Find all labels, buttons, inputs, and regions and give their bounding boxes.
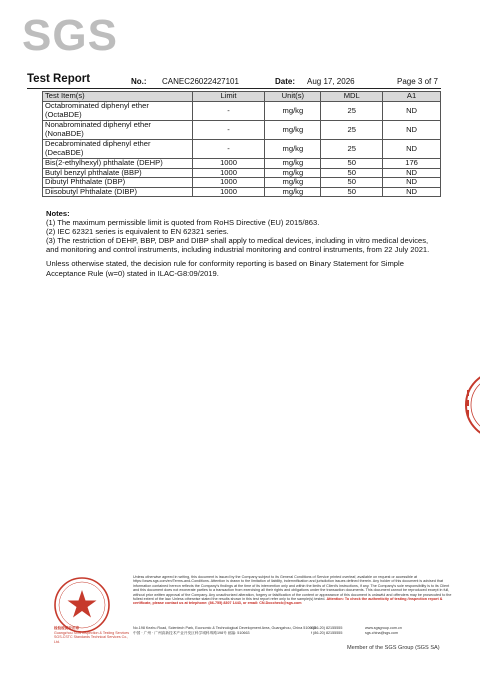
unit-cell: mg/kg xyxy=(265,140,321,159)
fax: f (86-20) 82155555 xyxy=(311,630,343,635)
unit-cell: mg/kg xyxy=(265,159,321,169)
unit-cell: mg/kg xyxy=(265,187,321,197)
table-row xyxy=(43,140,441,159)
note-item: (2) IEC 62321 series is equivalent to EN 62321 series. xyxy=(46,227,229,237)
notes-heading: Notes: xyxy=(46,209,70,218)
unit-cell: mg/kg xyxy=(265,178,321,188)
test-item-cell: Diisobutyl Phthalate (DIBP) xyxy=(43,187,193,197)
telephone: t (86-20) 82155555 xyxy=(311,626,343,630)
table-row xyxy=(43,178,441,188)
table-header-row xyxy=(43,92,441,102)
report-date: Aug 17, 2026 xyxy=(307,77,355,86)
limit-cell: 1000 xyxy=(192,187,265,197)
limit-cell: - xyxy=(192,102,265,121)
decision-rule-text: Unless otherwise stated, the decision rule for conformity reporting is based on Binary Statement for Simple Acceptance Rule (w=0) stated in ILAC-G8:09/2019. xyxy=(46,259,404,278)
sgs-logo xyxy=(22,10,122,56)
address-cn: 中国 · 广州 · 广州高新技术产业开发区科学城科珠路198号 邮编: 510663 xyxy=(133,630,250,635)
column-header: MDL xyxy=(321,92,383,102)
seal-caption: 检验检测专用章 Guangzhou SGS Inspection & Testing Services SGS-CSTC Standards Technical Services Co., Ltd. xyxy=(54,626,130,644)
result-cell: 176 xyxy=(383,159,441,169)
notes-section xyxy=(46,209,441,278)
header-rule xyxy=(27,88,441,89)
address-en: No.198 Kezhu Road, Scientech Park, Economic & Technological Development Area, Guangzhou, China 510663 xyxy=(133,626,316,630)
column-header: Limit xyxy=(192,92,265,102)
limit-cell: 1000 xyxy=(192,168,265,178)
results-table xyxy=(42,91,441,197)
result-cell: ND xyxy=(383,140,441,159)
page-footer xyxy=(40,575,450,665)
terms-fine-print: Unless otherwise agreed in writing, this document is issued by the Company subject to its General Conditions of Service printed overleaf, available on request or accessible at https://www.sgs.com/en/Terms-and-Conditions. Attention is drawn to the limitation of liability, indemnification and jurisdiction issues defined therein. Any holder of this document is advised that information contained hereon reflects the Company's findings at the time of its intervention only and within the limits of Client's instructions, if any. The Company's sole responsibility is to its Client and this document does not exonerate parties to a transaction from exercising all their rights and obligations under the transaction documents. This document cannot be reproduced except in full, without prior written approval of the Company. Any unauthorized alteration, forgery or falsification of the content or appearance of this document is unlawful and offenders may be prosecuted to the fullest extent of the law. Unless otherwise stated the results shown in this test report refer only to the sample(s) tested. Attention: To check the authenticity of testing /inspection report & certificate, please contact us at telephone: (86-755) 8307 1443, or email: CN.Doccheck@sgs.com xyxy=(133,575,452,606)
test-item-cell: Octabrominated diphenyl ether (OctaBDE) xyxy=(43,102,193,121)
partial-stamp-icon xyxy=(462,370,480,440)
table-row xyxy=(43,187,441,197)
result-cell: ND xyxy=(383,187,441,197)
test-item-cell: Bis(2-ethylhexyl) phthalate (DEHP) xyxy=(43,159,193,169)
website: www.sgsgroup.com.cn xyxy=(365,626,402,630)
column-header: Test Item(s) xyxy=(43,92,193,102)
limit-cell: 1000 xyxy=(192,178,265,188)
table-row xyxy=(43,121,441,140)
test-item-cell: Nonabrominated diphenyl ether (NonaBDE) xyxy=(43,121,193,140)
column-header: Unit(s) xyxy=(265,92,321,102)
test-item-cell: Butyl benzyl phthalate (BBP) xyxy=(43,168,193,178)
mdl-cell: 25 xyxy=(321,140,383,159)
result-cell: ND xyxy=(383,178,441,188)
result-cell: ND xyxy=(383,168,441,178)
result-cell: ND xyxy=(383,102,441,121)
report-date-label: Date: xyxy=(275,77,296,86)
page-number: Page 3 of 7 xyxy=(397,77,438,86)
contact-block xyxy=(133,626,453,642)
report-number: CANEC26022427101 xyxy=(162,77,239,86)
unit-cell: mg/kg xyxy=(265,168,321,178)
mdl-cell: 50 xyxy=(321,187,383,197)
mdl-cell: 50 xyxy=(321,159,383,169)
result-cell: ND xyxy=(383,121,441,140)
table-row xyxy=(43,159,441,169)
member-statement: Member of the SGS Group (SGS SA) xyxy=(347,645,440,651)
unit-cell: mg/kg xyxy=(265,121,321,140)
email: sgs.china@sgs.com xyxy=(365,630,399,635)
limit-cell: - xyxy=(192,121,265,140)
unit-cell: mg/kg xyxy=(265,102,321,121)
mdl-cell: 25 xyxy=(321,102,383,121)
test-item-cell: Dibutyl Phthalate (DBP) xyxy=(43,178,193,188)
limit-cell: - xyxy=(192,140,265,159)
mdl-cell: 50 xyxy=(321,178,383,188)
note-item: (1) The maximum permissible limit is quoted from RoHS Directive (EU) 2015/863. xyxy=(46,218,320,228)
column-header: A1 xyxy=(383,92,441,102)
limit-cell: 1000 xyxy=(192,159,265,169)
note-item: (3) The restriction of DEHP, BBP, DBP and DIBP shall apply to medical devices, including in vitro medical devices, and monitoring and control instruments, including industrial monitoring and control instruments, from 22 July 2021. xyxy=(46,236,430,255)
report-title: Test Report xyxy=(27,73,91,85)
report-number-label: No.: xyxy=(131,77,147,86)
mdl-cell: 25 xyxy=(321,121,383,140)
mdl-cell: 50 xyxy=(321,168,383,178)
svg-text:SGS: SGS xyxy=(22,11,118,56)
test-item-cell: Decabrominated diphenyl ether (DecaBDE) xyxy=(43,140,193,159)
authenticity-warning: Attention: To check the authenticity of testing /inspection report & certificate, please contact us at telephone: (86-755) 8307 1443, or email: CN.Doccheck@sgs.com xyxy=(133,597,443,606)
table-row xyxy=(43,102,441,121)
